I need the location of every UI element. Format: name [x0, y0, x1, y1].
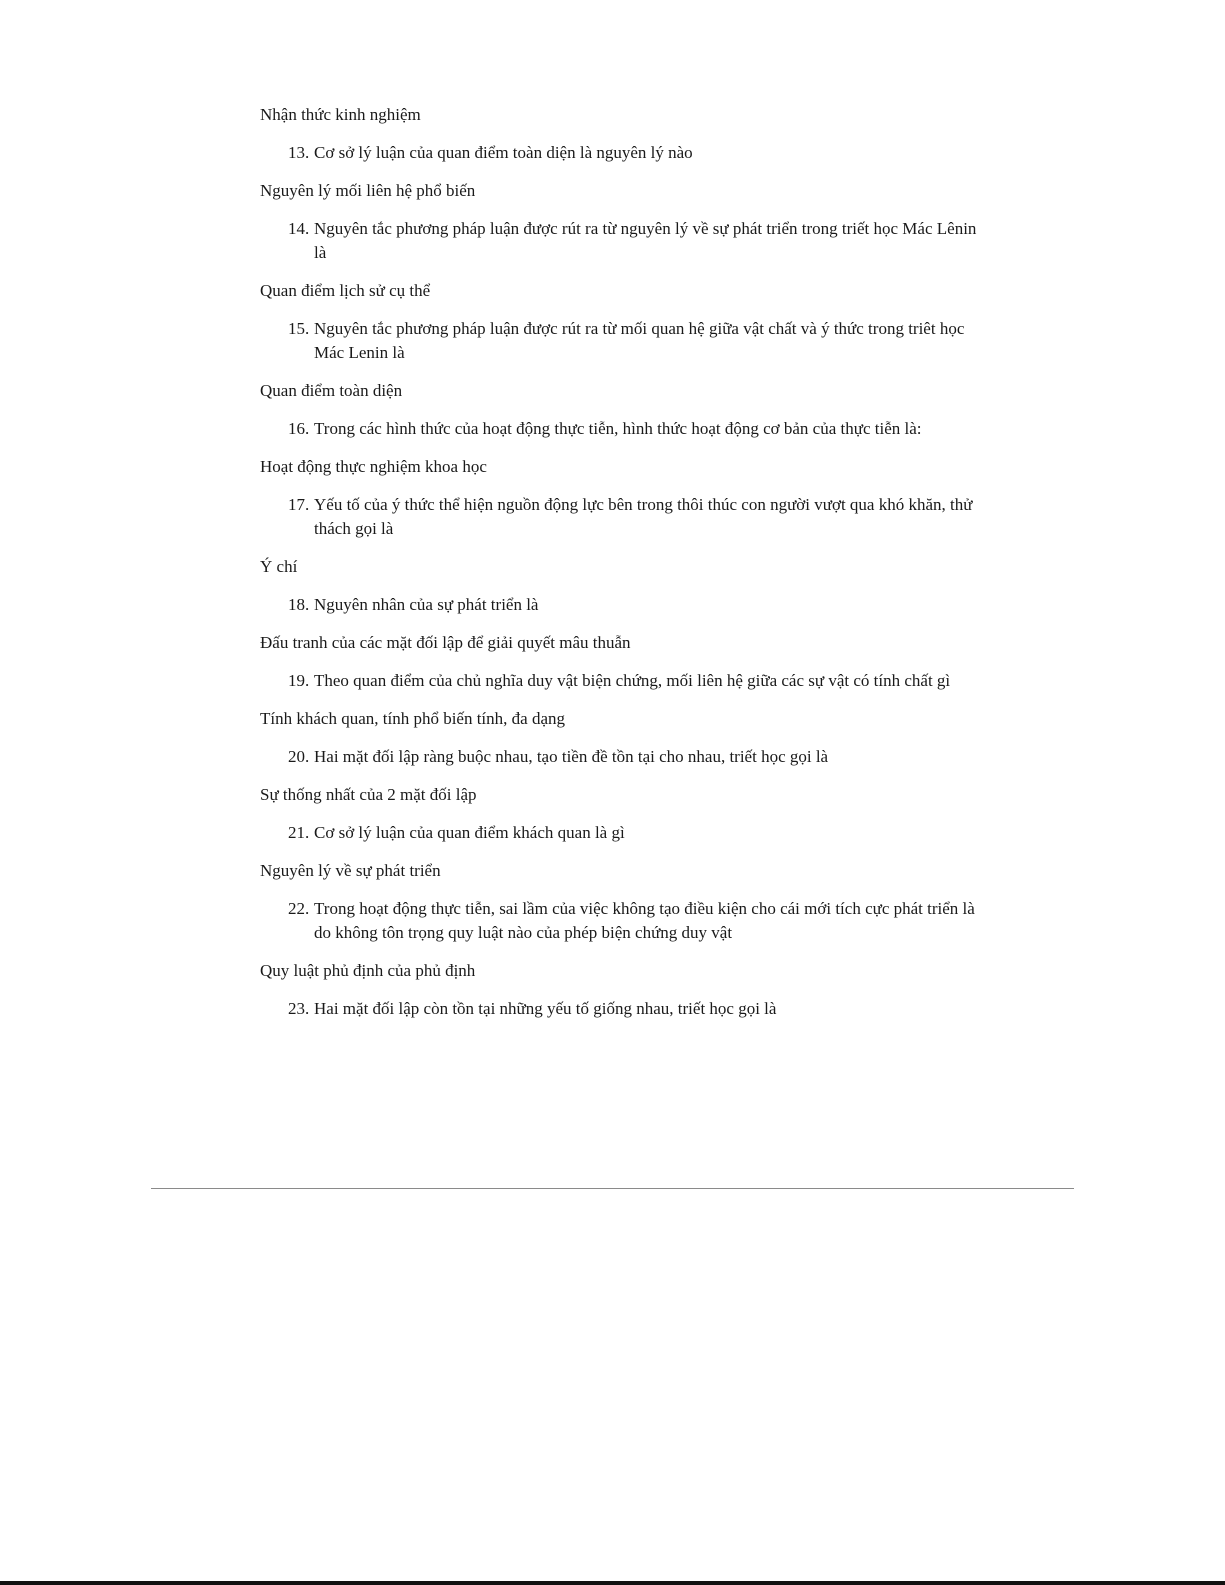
answer-text: Ý chí	[260, 557, 298, 576]
answer-text: Hoạt động thực nghiệm khoa học	[260, 457, 487, 476]
answer-text: Sự thống nhất của 2 mặt đối lập	[260, 785, 477, 804]
question-text: Cơ sở lý luận của quan điểm toàn diện là nguyên lý nào	[314, 143, 693, 162]
question-item	[288, 217, 980, 265]
question-number: 18.	[288, 595, 310, 614]
question-text: Trong hoạt động thực tiễn, sai lầm của việc không tạo điều kiện cho cái mới tích cực phát triển là do không tôn trọng quy luật nào của phép biện chứng duy vật	[314, 899, 975, 942]
answer-text: Nhận thức kinh nghiệm	[260, 105, 421, 124]
question-number: 21.	[288, 823, 310, 842]
answer-text: Nguyên lý mối liên hệ phổ biến	[260, 181, 476, 200]
question-item	[288, 997, 980, 1021]
question-item	[288, 745, 980, 769]
question-item	[288, 493, 980, 541]
answer-text: Quy luật phủ định của phủ định	[260, 961, 476, 980]
question-number: 14.	[288, 219, 310, 238]
question-text: Nguyên tắc phương pháp luận được rút ra từ nguyên lý về sự phát triển trong triết học Mác Lênin là	[314, 219, 977, 262]
question-number: 23.	[288, 999, 310, 1018]
question-number: 17.	[288, 495, 310, 514]
question-text: Nguyên tắc phương pháp luận được rút ra từ mối quan hệ giữa vật chất và ý thức trong triêt học Mác Lenin là	[314, 319, 965, 362]
question-number: 20.	[288, 747, 310, 766]
question-text: Cơ sở lý luận của quan điểm khách quan là gì	[314, 823, 625, 842]
answer-text: Nguyên lý về sự phát triển	[260, 861, 441, 880]
question-item	[288, 317, 980, 365]
question-text: Theo quan điểm của chủ nghĩa duy vật biện chứng, mối liên hệ giữa các sự vật có tính chất gì	[314, 671, 951, 690]
answer-text: Quan điểm toàn diện	[260, 381, 403, 400]
question-item	[288, 417, 980, 441]
page-divider	[151, 1188, 1074, 1189]
question-number: 13.	[288, 143, 310, 162]
bottom-edge-rule	[0, 1581, 1225, 1585]
question-item	[288, 593, 980, 617]
document-body	[260, 103, 980, 1035]
question-item	[288, 141, 980, 165]
question-text: Hai mặt đối lập còn tồn tại những yếu tố giống nhau, triết học gọi là	[314, 999, 777, 1018]
answer-text: Đấu tranh của các mặt đối lập để giải quyết mâu thuẫn	[260, 633, 631, 652]
question-text: Yếu tố của ý thức thể hiện nguồn động lực bên trong thôi thúc con người vượt qua khó khăn, thử thách gọi là	[314, 495, 973, 538]
question-text: Nguyên nhân của sự phát triển là	[314, 595, 539, 614]
question-number: 15.	[288, 319, 310, 338]
answer-text: Quan điểm lịch sử cụ thể	[260, 281, 431, 300]
question-text: Trong các hình thức của hoạt động thực tiễn, hình thức hoạt động cơ bản của thực tiễn là:	[314, 419, 922, 438]
question-number: 22.	[288, 899, 310, 918]
question-number: 16.	[288, 419, 310, 438]
answer-text: Tính khách quan, tính phổ biến tính, đa dạng	[260, 709, 565, 728]
question-item	[288, 897, 980, 945]
question-item	[288, 821, 980, 845]
question-number: 19.	[288, 671, 310, 690]
question-text: Hai mặt đối lập ràng buộc nhau, tạo tiền đề tồn tại cho nhau, triết học gọi là	[314, 747, 829, 766]
question-item	[288, 669, 980, 693]
